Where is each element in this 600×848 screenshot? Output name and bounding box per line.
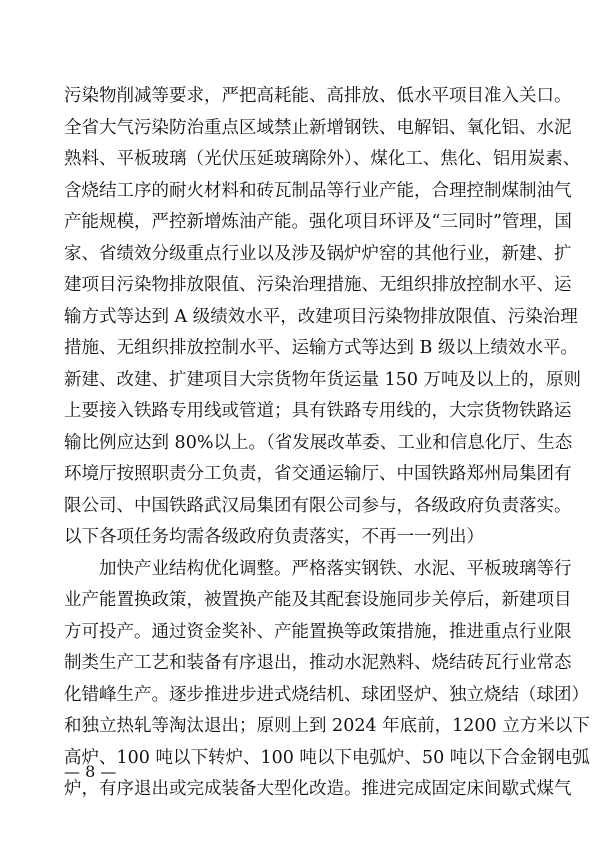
text-line: 污染物削减等要求，严把高耗能、高排放、低水平项目准入关口。 bbox=[64, 86, 572, 106]
text-line: 措施、无组织排放控制水平、运输方式等达到 B 级以上绩效水平。 bbox=[64, 338, 578, 358]
page-number: — 8 — bbox=[64, 762, 117, 781]
text-line: 以下各项任务均需各级政府负责落实，不再一一列出） bbox=[64, 527, 484, 547]
text-line: 环境厅按照职责分工负责，省交通运输厅、中国铁路郑州局集团有 bbox=[64, 464, 572, 484]
text-line: 含烧结工序的耐火材料和砖瓦制品等行业产能，合理控制煤制油气 bbox=[64, 180, 572, 201]
paragraph-first-line: 加快产业结构优化调整。严格落实钢铁、水泥、平板玻璃等行 bbox=[99, 558, 572, 579]
text-line: 全省大气污染防治重点区域禁止新增钢铁、电解铝、氧化铝、水泥 bbox=[64, 117, 572, 138]
text-line: 产能规模，严控新增炼油产能。强化项目环评及“三同时”管理，国 bbox=[64, 212, 572, 232]
text-line: 输方式等达到 A 级绩效水平，改建项目污染物排放限值、污染治理 bbox=[64, 306, 578, 327]
document-body bbox=[64, 81, 590, 806]
text-line: 炉，有序退出或完成装备大型化改造。推进完成固定床间歇式煤气 bbox=[64, 779, 572, 799]
text-line: 建项目污染物排放限值、污染治理措施、无组织排放控制水平、运 bbox=[64, 275, 572, 295]
text-line: 和独立热轧等淘汰退出；原则上到 2024 年底前，1200 立方米以下 bbox=[64, 716, 590, 736]
text-line: 上要接入铁路专用线或管道；具有铁路专用线的，大宗货物铁路运 bbox=[64, 401, 572, 421]
text-line: 业产能置换政策，被置换产能及其配套设施同步关停后，新建项目 bbox=[64, 590, 572, 610]
text-line: 制类生产工艺和装备有序退出，推动水泥熟料、烧结砖瓦行业常态 bbox=[64, 653, 572, 673]
text-line: 输比例应达到 80%以上。（省发展改革委、工业和信息化厅、生态 bbox=[64, 432, 573, 453]
text-line: 化错峰生产。逐步推进步进式烧结机、球团竖炉、独立烧结（球团） bbox=[64, 684, 589, 705]
text-line: 高炉、100 吨以下转炉、100 吨以下电弧炉、50 吨以下合金钢电弧 bbox=[64, 747, 590, 768]
text-line: 熟料、平板玻璃（光伏压延玻璃除外）、煤化工、焦化、铝用炭素、 bbox=[64, 149, 581, 169]
text-line: 方可投产。通过资金奖补、产能置换等政策措施，推进重点行业限 bbox=[64, 621, 572, 642]
text-line: 新建、改建、扩建项目大宗货物年货运量 150 万吨及以上的，原则 bbox=[64, 369, 582, 390]
text-line: 家、省绩效分级重点行业以及涉及锅炉炉窑的其他行业，新建、扩 bbox=[64, 243, 572, 264]
text-line: 限公司、中国铁路武汉局集团有限公司参与，各级政府负责落实。 bbox=[64, 495, 572, 516]
